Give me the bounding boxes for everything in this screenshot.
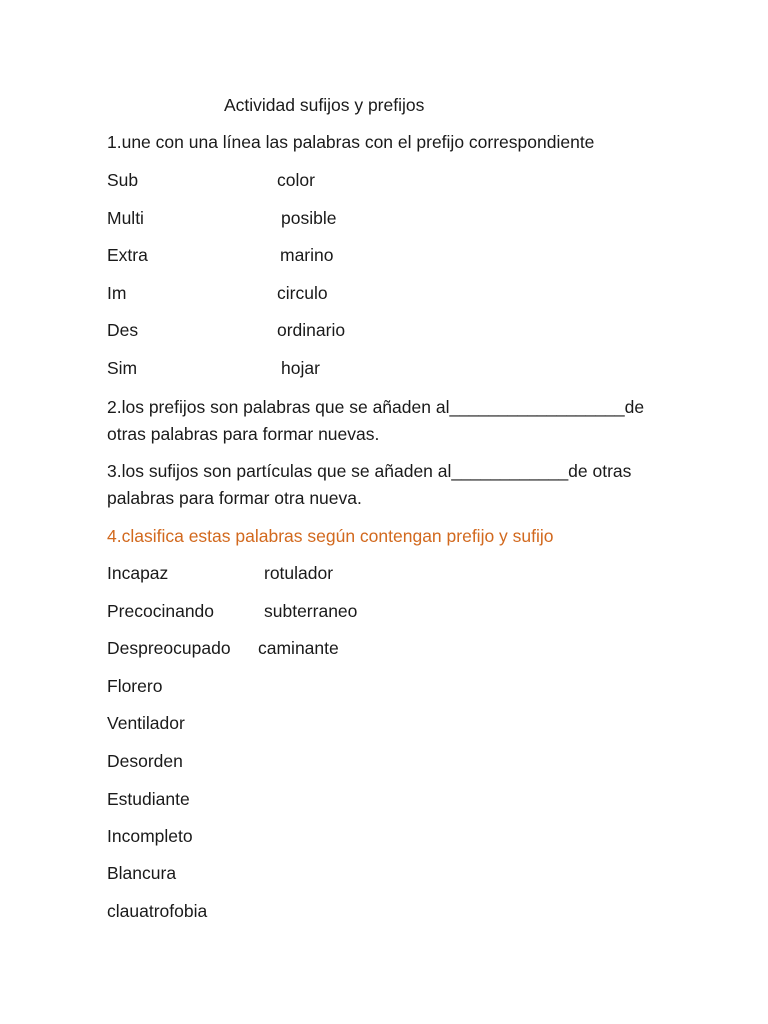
classify-word: subterraneo: [264, 601, 358, 621]
prefix-item: Im: [107, 283, 127, 303]
match-word-item: hojar: [281, 358, 320, 378]
question-2-line-1: 2.los prefijos son palabras que se añaden al__________________de: [107, 397, 645, 417]
classify-word: Florero: [107, 676, 163, 696]
question-4-prompt: 4.clasifica estas palabras según contengan prefijo y sufijo: [107, 526, 554, 546]
question-2-line-2: otras palabras para formar nuevas.: [107, 424, 380, 444]
page-title: Actividad sufijos y prefijos: [224, 95, 425, 115]
classify-word: rotulador: [264, 563, 334, 583]
classify-word: caminante: [258, 638, 339, 658]
classify-word: Despreocupado: [107, 638, 231, 658]
classify-word: Ventilador: [107, 713, 185, 733]
question-1-prompt: 1.une con una línea las palabras con el prefijo correspondiente: [107, 132, 595, 152]
prefix-item: Multi: [107, 208, 144, 228]
prefix-item: Des: [107, 320, 139, 340]
prefix-item: Sim: [107, 358, 138, 378]
match-word-item: color: [277, 170, 315, 190]
match-word-item: ordinario: [277, 320, 346, 340]
match-word-item: circulo: [277, 283, 328, 303]
classify-word: Incompleto: [107, 826, 193, 846]
classify-word: Estudiante: [107, 789, 190, 809]
prefix-item: Sub: [107, 170, 139, 190]
prefix-item: Extra: [107, 245, 148, 265]
classify-word: Incapaz: [107, 563, 169, 583]
match-word-item: posible: [281, 208, 337, 228]
classify-word: Desorden: [107, 751, 183, 771]
classify-word: clauatrofobia: [107, 901, 208, 921]
question-3-line-1: 3.los sufijos son partículas que se añaden al____________de otras: [107, 461, 632, 481]
classify-word: Precocinando: [107, 601, 215, 621]
classify-word: Blancura: [107, 863, 177, 883]
match-word-item: marino: [280, 245, 334, 265]
question-3-line-2: palabras para formar otra nueva.: [107, 488, 362, 508]
